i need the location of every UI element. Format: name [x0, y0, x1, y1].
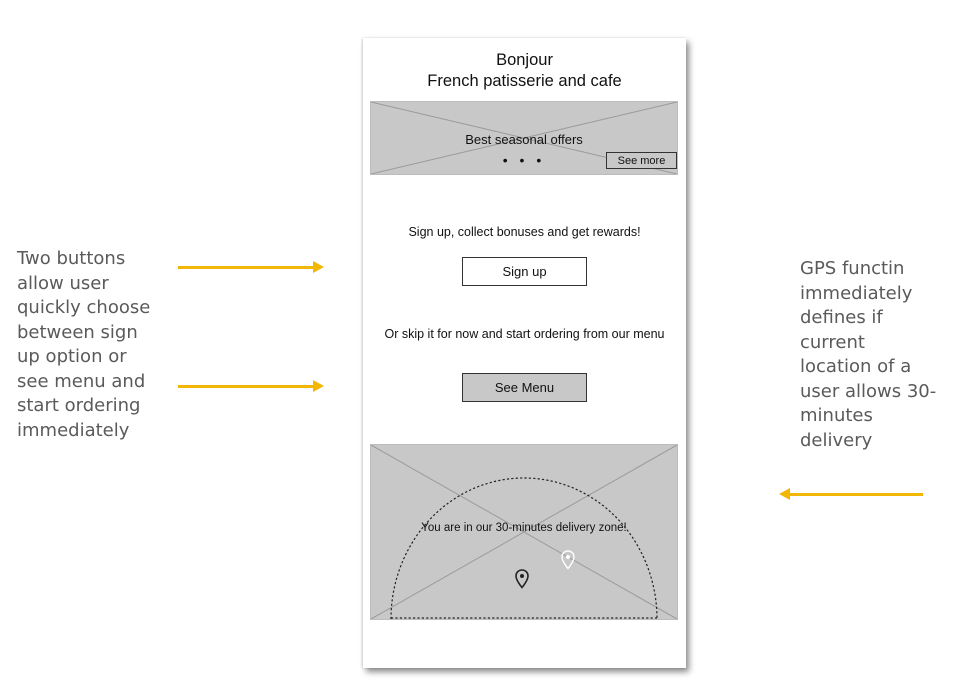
- note-line: minutes: [800, 405, 873, 426]
- note-line: start ordering: [17, 395, 141, 416]
- note-line: quickly choose: [17, 297, 151, 318]
- cafe-location-pin-icon: [561, 550, 575, 570]
- note-line: defines if: [800, 307, 883, 328]
- arrow-head-icon: [779, 488, 790, 500]
- note-line: see menu and: [17, 370, 146, 392]
- signup-prompt: Sign up, collect bonuses and get rewards!: [408, 225, 641, 239]
- arrow-head-icon: [313, 380, 324, 392]
- delivery-map[interactable]: [370, 444, 678, 620]
- note-line: Two buttons: [17, 248, 126, 269]
- arrow-head-icon: [313, 261, 324, 273]
- arrow-to-menu: [178, 385, 314, 388]
- note-line: location of a: [800, 356, 912, 377]
- note-line: current: [800, 331, 865, 353]
- right-annotation-note: [800, 257, 936, 453]
- note-line: GPS functin: [800, 258, 905, 279]
- note-line: allow user: [17, 272, 109, 294]
- app-subtitle: French patisserie and cafe: [427, 72, 622, 90]
- menu-prompt: Or skip it for now and start ordering from our menu: [384, 327, 665, 341]
- offers-banner[interactable]: [370, 101, 678, 175]
- note-line: immediately: [17, 419, 130, 441]
- note-line: between sign: [17, 321, 138, 343]
- banner-text: Best seasonal offers: [465, 132, 583, 147]
- delivery-zone-boundary: [391, 478, 657, 619]
- see-more-button[interactable]: See more: [606, 152, 677, 169]
- left-annotation-note: [17, 247, 150, 443]
- arrow-to-signup: [178, 266, 314, 269]
- phone-screen: [363, 38, 686, 668]
- app-title: Bonjour: [496, 51, 553, 69]
- delivery-zone-message: You are in our 30-minutes delivery zone!: [421, 522, 627, 534]
- carousel-dots[interactable]: • • •: [502, 152, 546, 168]
- user-location-pin-icon: [515, 569, 529, 589]
- arrow-to-map: [789, 493, 923, 496]
- sign-up-button[interactable]: Sign up: [462, 257, 587, 286]
- note-line: user allows 30-: [800, 380, 937, 402]
- see-menu-button[interactable]: See Menu: [462, 373, 587, 402]
- note-line: immediately: [800, 282, 913, 304]
- note-line: delivery: [800, 429, 873, 451]
- note-line: up option or: [17, 346, 127, 367]
